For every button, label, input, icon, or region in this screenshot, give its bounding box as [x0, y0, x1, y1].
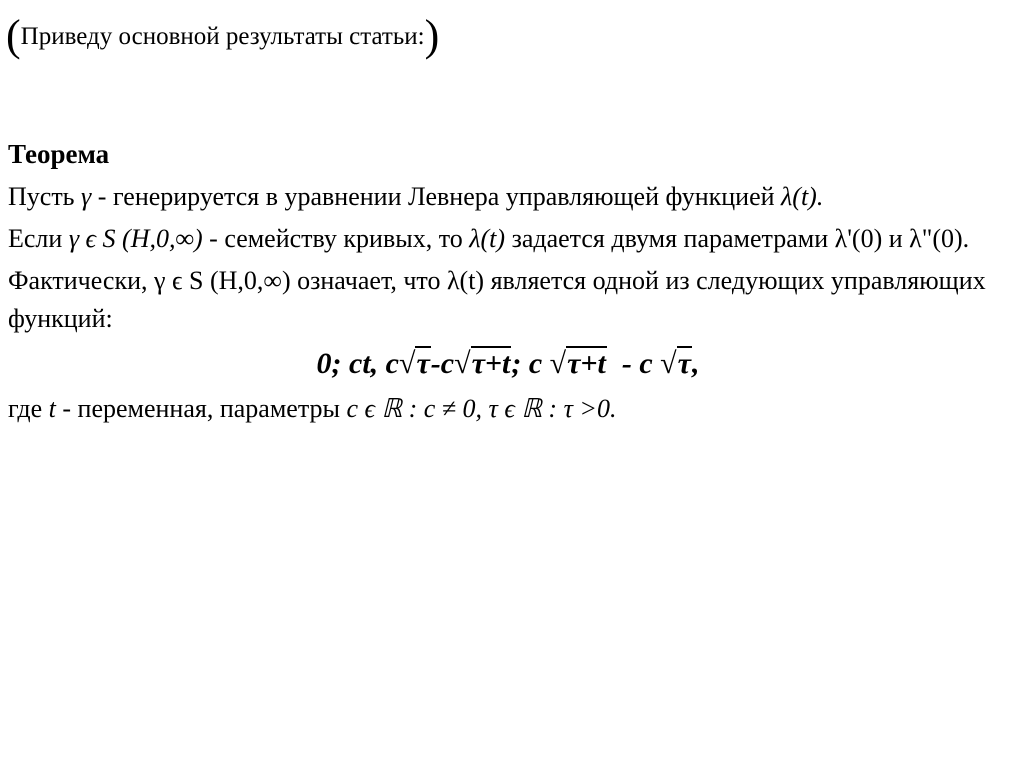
p4-t: t	[48, 394, 56, 423]
radicand-2: τ+t	[471, 347, 511, 380]
control-functions-formula	[8, 342, 1008, 386]
header-text: Приведу основной результаты статьи:	[20, 23, 425, 50]
header-open-paren: (	[6, 11, 21, 60]
p1-gamma: γ	[81, 182, 92, 211]
p1-lambda: λ(t).	[781, 182, 824, 211]
p2-condition: γ ϵ S (H,0,∞)	[68, 224, 203, 253]
formula-part-1: 0; ct, c	[316, 347, 399, 380]
header-close-paren: )	[424, 11, 440, 60]
p4-text-b: - переменная, параметры	[55, 394, 347, 423]
p1-text-b: - генерируется в уравнении Левнера управляющей функцией	[91, 182, 782, 211]
sqrt-4	[660, 342, 692, 386]
slide-header	[6, 11, 440, 60]
paragraph-1	[8, 178, 1008, 216]
paragraph-3: Фактически, γ ϵ S (H,0,∞) означает, что λ(t) является одной из следующих управляющих функций:	[8, 266, 986, 333]
paragraph-4	[8, 390, 1008, 428]
paragraph-2	[8, 220, 1008, 258]
p1-text-a: Пусть	[8, 182, 82, 211]
formula-part-3: ; c	[511, 347, 550, 380]
formula-part-4: - c	[606, 347, 661, 380]
formula-part-5: ,	[691, 347, 700, 380]
p2-lambda: λ(t)	[469, 224, 506, 253]
sqrt-sign-icon: √	[454, 347, 471, 380]
sqrt-sign-icon: √	[549, 347, 567, 380]
p4-condition: c ϵ ℝ : c ≠ 0, τ ϵ ℝ : τ >0.	[346, 394, 617, 423]
theorem-title: Теорема	[8, 139, 110, 169]
sqrt-3	[550, 342, 607, 386]
radicand-3: τ+t	[567, 347, 606, 380]
p2-text-a: Если	[8, 224, 69, 253]
p4-text-a: где	[8, 394, 49, 423]
formula-part-2: -c	[430, 347, 455, 380]
p2-text-c: задается двумя параметрами λ'(0) и λ"(0).	[505, 224, 970, 253]
radicand-1: τ	[416, 347, 430, 380]
radicand-4: τ	[677, 347, 691, 380]
sqrt-sign-icon: √	[399, 347, 416, 380]
sqrt-2	[454, 342, 511, 386]
theorem-block	[8, 134, 1008, 432]
sqrt-1	[399, 342, 431, 386]
p2-text-b: - семейству кривых, то	[202, 224, 470, 253]
sqrt-sign-icon: √	[660, 347, 677, 380]
